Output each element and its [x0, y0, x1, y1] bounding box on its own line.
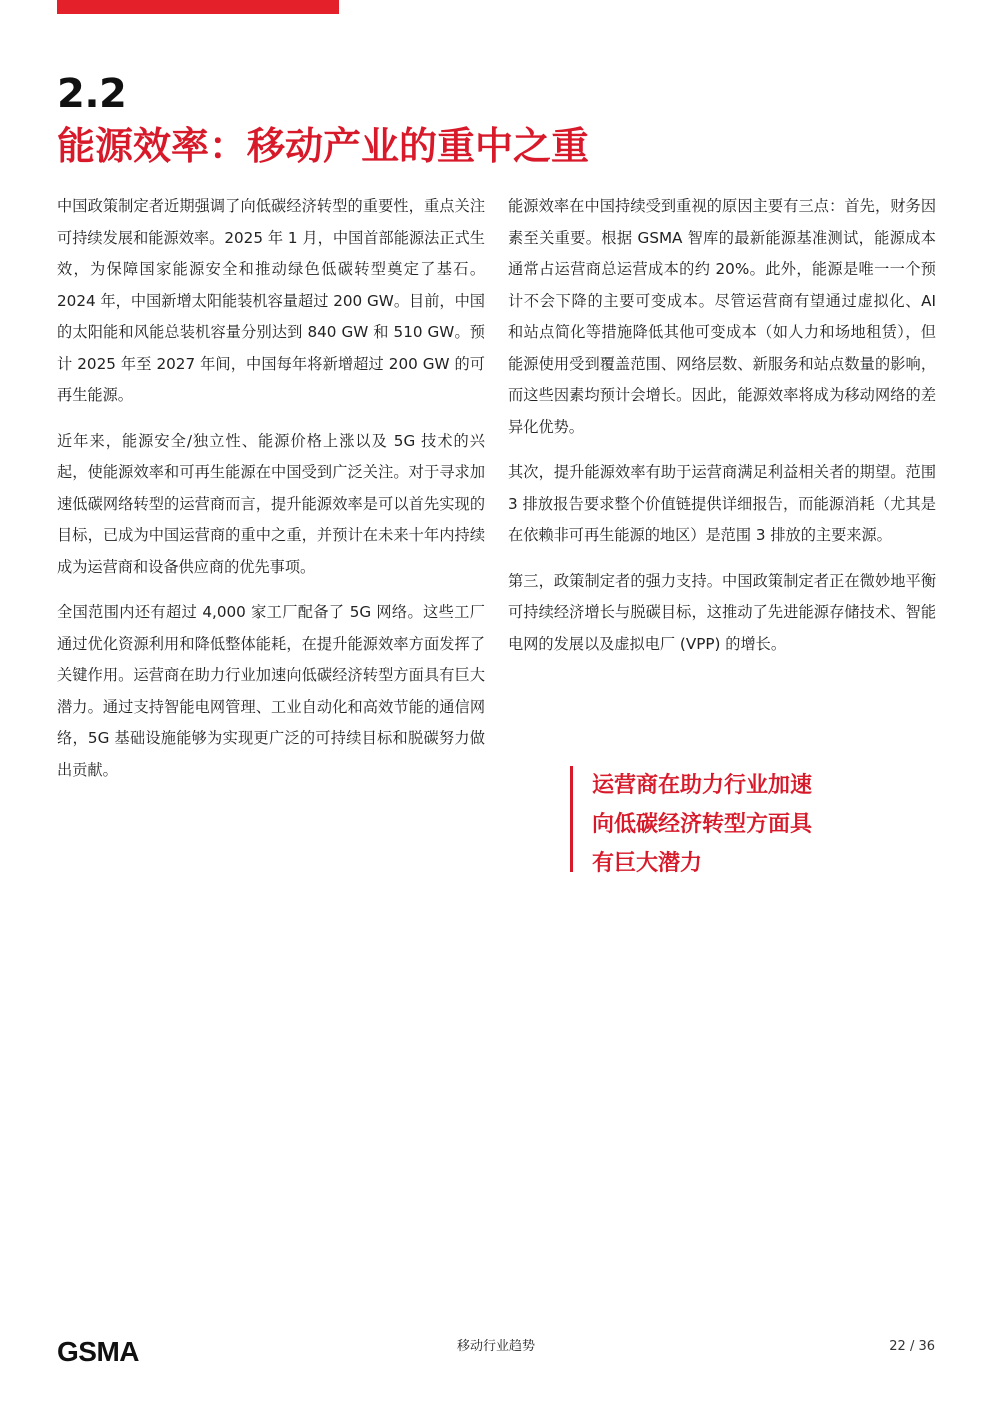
right-column — [508, 191, 936, 674]
pull-quote — [570, 766, 922, 876]
left-column — [57, 191, 485, 800]
section-title: 能源效率：移动产业的重中之重 — [57, 124, 590, 168]
pull-quote-line: 有巨大潜力 — [592, 851, 703, 876]
top-accent-bar — [57, 0, 339, 14]
pull-quote-line: 运营商在助力行业加速 — [592, 773, 813, 798]
paragraph: 近年来，能源安全/独立性、能源价格上涨以及 5G 技术的兴起，使能源效率和可再生能源在中国受到广泛关注。对于寻求加速低碳网络转型的运营商而言，提升能源效率是可以首先实现的目标，已成为中国运营商的重中之重，并预计在未来十年内持续成为运营商和设备供应商的优先事项。 — [57, 431, 485, 576]
paragraph: 中国政策制定者近期强调了向低碳经济转型的重要性，重点关注可持续发展和能源效率。2025 年 1 月，中国首部能源法正式生效，为保障国家能源安全和推动绿色低碳转型奠定了基石。2024 年，中国新增太阳能装机容量超过 200 GW。目前，中国的太阳能和风能总装机容量分别达到 840 GW 和 510 GW。预计 2025 年至 2027 年间，中国每年将新增超过 200 GW 的可再生能源。 — [57, 197, 485, 404]
paragraph: 全国范围内还有超过 4,000 家工厂配备了 5G 网络。这些工厂通过优化资源利用和降低整体能耗，在提升能源效率方面发挥了关键作用。运营商在助力行业加速向低碳经济转型方面具有巨大潜力。通过支持智能电网管理、工业自动化和高效节能的通信网络，5G 基础设施能够为实现更广泛的可持续目标和脱碳努力做出贡献。 — [57, 603, 485, 779]
paragraph: 能源效率在中国持续受到重视的原因主要有三点：首先，财务因素至关重要。根据 GSMA 智库的最新能源基准测试，能源成本通常占运营商总运营成本的约 20%。此外，能源是唯一一个预计不会下降的主要可变成本。尽管运营商有望通过虚拟化、AI 和站点简化等措施降低其他可变成本（如人力和场地租赁），但能源使用受到覆盖范围、网络层数、新服务和站点数量的影响，而这些因素均预计会增长。因此，能源效率将成为移动网络的差异化优势。 — [508, 197, 936, 436]
paragraph: 其次，提升能源效率有助于运营商满足利益相关者的期望。范围 3 排放报告要求整个价值链提供详细报告，而能源消耗（尤其是在依赖非可再生能源的地区）是范围 3 排放的主要来源。 — [508, 463, 936, 544]
report-title: 移动行业趋势 — [456, 1339, 535, 1354]
section-number: 2.2 — [57, 71, 127, 117]
gsma-logo: GSMA — [57, 1336, 139, 1367]
pull-quote-line: 向低碳经济转型方面具 — [592, 812, 813, 837]
paragraph: 第三，政策制定者的强力支持。中国政策制定者正在微妙地平衡可持续经济增长与脱碳目标，这推动了先进能源存储技术、智能电网的发展以及虚拟电厂 (VPP) 的增长。 — [508, 571, 936, 653]
page-number: 22 / 36 — [889, 1339, 935, 1354]
